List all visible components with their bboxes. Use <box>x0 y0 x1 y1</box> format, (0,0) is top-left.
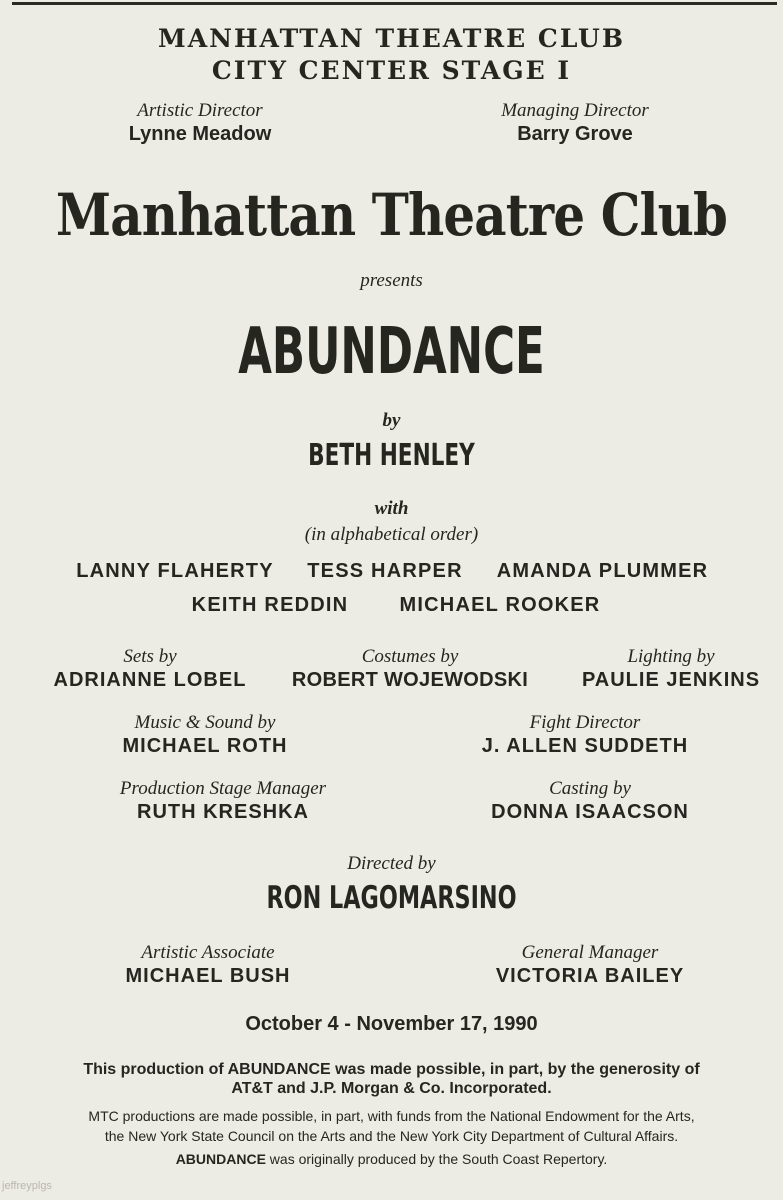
cast-member: MICHAEL ROOKER <box>399 594 601 616</box>
credit-name: RUTH KRESHKA <box>137 801 309 823</box>
origin-note <box>0 1150 783 1169</box>
author-name: BETH HENLEY <box>308 438 475 473</box>
credit-role: Lighting by <box>627 646 715 667</box>
credit-name: MICHAEL BUSH <box>125 965 291 987</box>
artistic-associate-block <box>98 942 318 988</box>
by-label: by <box>382 410 401 431</box>
artistic-director-label: Artistic Director <box>137 100 263 121</box>
with-label: with <box>374 498 409 519</box>
credit-role: General Manager <box>521 942 659 963</box>
play-title: ABUNDANCE <box>238 315 545 389</box>
credit-role: Costumes by <box>361 646 459 667</box>
cast-member: KEITH REDDIN <box>191 594 349 616</box>
venue-line-1: MANHATTAN THEATRE CLUB <box>158 24 625 53</box>
cast-member: LANNY FLAHERTY <box>76 560 274 582</box>
directed-by-label: Directed by <box>347 853 436 874</box>
credit-name: J. ALLEN SUDDETH <box>481 735 689 757</box>
artistic-director-block <box>100 100 300 146</box>
funding-line-1: MTC productions are made possible, in part, with funds from the National Endowment for the Arts, <box>88 1108 695 1124</box>
company-name: Manhattan Theatre Club <box>55 181 728 249</box>
managing-director-name: Barry Grove <box>517 123 633 145</box>
credit-lighting <box>563 646 779 692</box>
credit-stage-manager <box>78 778 368 824</box>
presents-label: presents <box>360 270 423 291</box>
credit-name: ADRIANNE LOBEL <box>53 669 247 691</box>
run-dates: October 4 - November 17, 1990 <box>245 1013 538 1035</box>
credit-name: ROBERT WOJEWODSKI <box>291 669 529 691</box>
sponsor-line-1: This production of ABUNDANCE was made possible, in part, by the generosity of <box>83 1061 700 1078</box>
credit-role: Sets by <box>123 646 177 667</box>
credit-role: Fight Director <box>529 712 641 733</box>
credit-role: Production Stage Manager <box>119 778 327 799</box>
credit-name: DONNA ISAACSON <box>491 801 689 823</box>
credit-music <box>95 712 315 758</box>
top-rule <box>12 2 777 5</box>
funding-line-2: the New York State Council on the Arts and the New York City Department of Cultural Affairs. <box>104 1128 679 1144</box>
managing-director-label: Managing Director <box>501 100 649 121</box>
credit-role: Artistic Associate <box>141 942 275 963</box>
artistic-director-name: Lynne Meadow <box>128 123 272 145</box>
credit-costumes <box>270 646 550 692</box>
watermark: jeffreyplgs <box>2 1180 52 1192</box>
credit-casting <box>470 778 710 824</box>
credit-role: Casting by <box>549 778 631 799</box>
general-manager-block <box>470 942 710 988</box>
credit-sets <box>40 646 260 692</box>
credit-name: VICTORIA BAILEY <box>495 965 685 987</box>
origin-text: was originally produced by the South Coast Repertory. <box>265 1151 608 1167</box>
director-name: RON LAGOMARSINO <box>266 880 517 916</box>
cast-member: AMANDA PLUMMER <box>496 560 709 582</box>
credit-role: Music & Sound by <box>134 712 276 733</box>
managing-director-block <box>475 100 675 146</box>
credit-fight-director <box>460 712 710 758</box>
origin-title: ABUNDANCE <box>175 1151 266 1167</box>
sponsor-line-2: AT&T and J.P. Morgan & Co. Incorporated. <box>231 1080 552 1097</box>
credit-name: PAULIE JENKINS <box>581 669 761 691</box>
cast-member: TESS HARPER <box>307 560 463 582</box>
venue-line-2: CITY CENTER STAGE I <box>211 56 572 85</box>
alphabetical-note: (in alphabetical order) <box>304 524 479 545</box>
credit-name: MICHAEL ROTH <box>122 735 288 757</box>
